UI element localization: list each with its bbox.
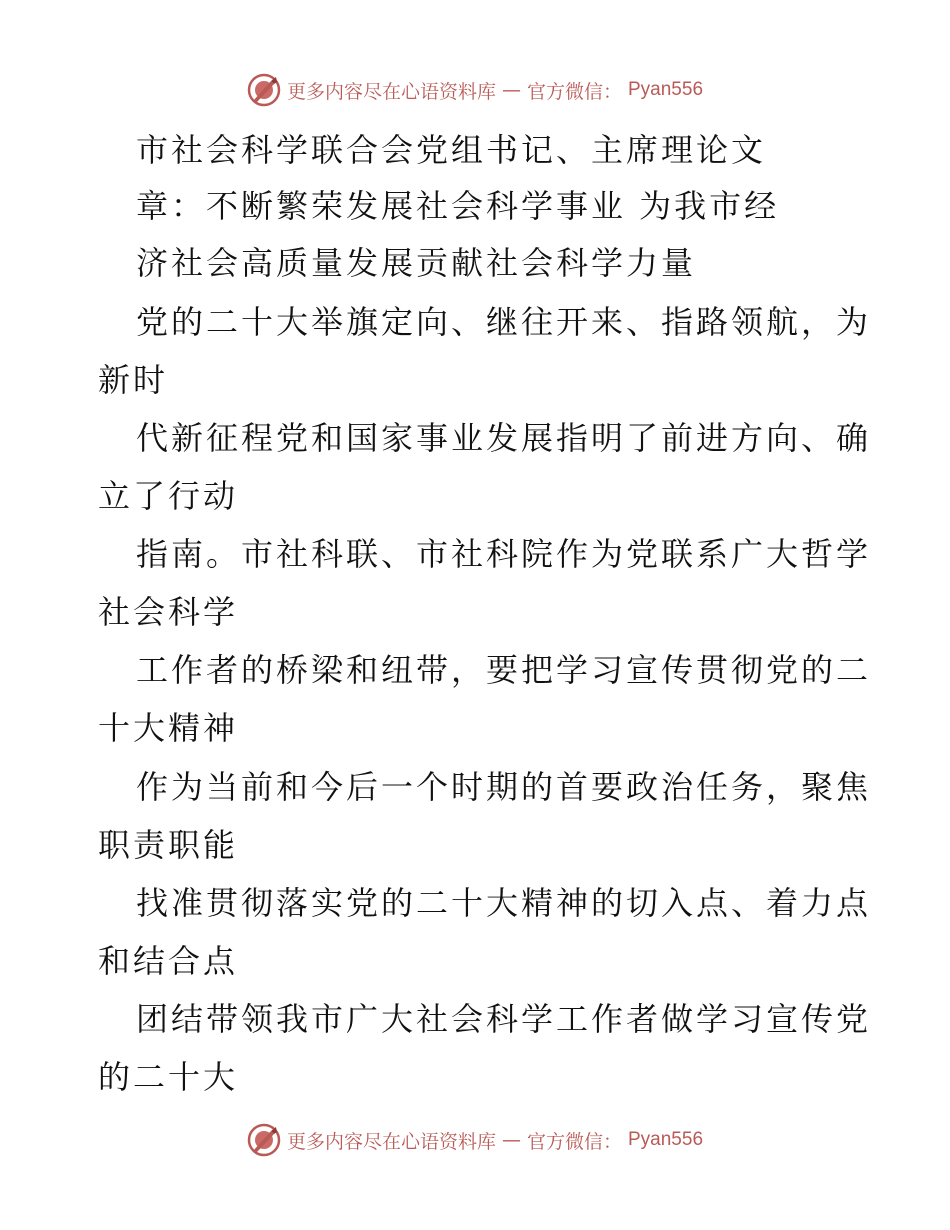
pen-logo-icon bbox=[247, 73, 281, 107]
title-line: 章：不断繁荣发展社会科学事业 为我市经 bbox=[136, 187, 780, 225]
paragraph-line: 新时 bbox=[98, 361, 169, 399]
watermark-separator: — bbox=[501, 79, 521, 101]
paragraph-line: 工作者的桥梁和纽带，要把学习宣传贯彻党的二 bbox=[136, 651, 872, 689]
paragraph-line: 职责职能 bbox=[98, 826, 239, 864]
watermark-wechat-label: 官方微信： bbox=[526, 1130, 622, 1153]
pen-logo-icon bbox=[247, 1123, 281, 1157]
title-line: 济社会高质量发展贡献社会科学力量 bbox=[136, 244, 697, 282]
paragraph-line: 作为当前和今后一个时期的首要政治任务，聚焦 bbox=[136, 768, 872, 806]
watermark-separator: — bbox=[501, 1129, 521, 1151]
watermark-text: 更多内容尽在心语资料库 bbox=[286, 80, 496, 103]
paragraph-line: 找准贯彻落实党的二十大精神的切入点、着力点 bbox=[136, 884, 872, 922]
paragraph-line: 十大精神 bbox=[98, 709, 239, 747]
paragraph-line: 和结合点 bbox=[98, 942, 239, 980]
watermark-wechat-id: Pyan556 bbox=[628, 1129, 704, 1150]
paragraph-line: 的二十大 bbox=[98, 1058, 239, 1096]
watermark-text: 更多内容尽在心语资料库 bbox=[286, 1130, 496, 1153]
paragraph-line: 立了行动 bbox=[98, 477, 239, 515]
footer-watermark bbox=[0, 1120, 950, 1160]
paragraph-line: 社会科学 bbox=[98, 593, 239, 631]
watermark-wechat-label: 官方微信： bbox=[526, 80, 622, 103]
paragraph-line: 指南。市社科联、市社科院作为党联系广大哲学 bbox=[136, 535, 872, 573]
watermark-wechat-id: Pyan556 bbox=[628, 79, 704, 100]
title-line: 市社会科学联合会党组书记、主席理论文 bbox=[136, 131, 767, 169]
paragraph-line: 代新征程党和国家事业发展指明了前进方向、确 bbox=[136, 419, 872, 457]
paragraph-line: 党的二十大举旗定向、继往开来、指路领航，为 bbox=[136, 303, 872, 341]
paragraph-line: 团结带领我市广大社会科学工作者做学习宣传党 bbox=[136, 1000, 872, 1038]
header-watermark bbox=[0, 70, 950, 110]
